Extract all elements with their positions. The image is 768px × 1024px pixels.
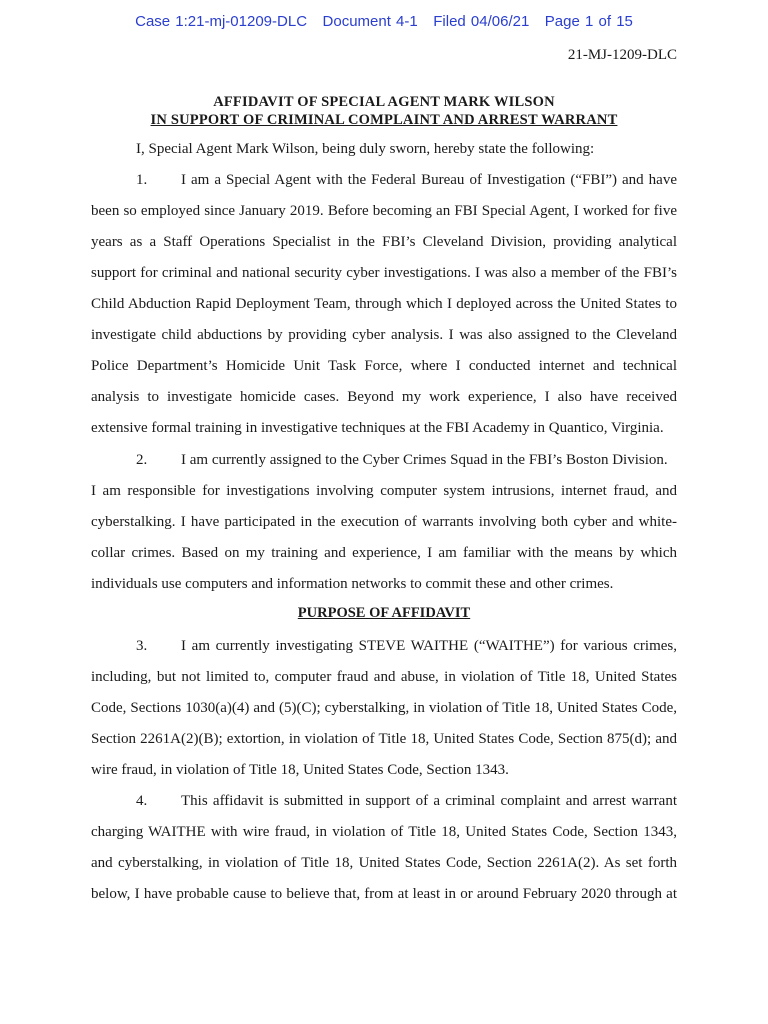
paragraph-line: years as a Staff Operations Specialist in the FBI’s Cleveland Division, providing analytical <box>91 234 677 250</box>
paragraph-line: Child Abduction Rapid Deployment Team, through which I deployed across the United States to <box>91 296 677 312</box>
paragraph-line: wire fraud, in violation of Title 18, United States Code, Section 1343. <box>91 762 509 778</box>
paragraph-line: including, but not limited to, computer fraud and abuse, in violation of Title 18, United States <box>91 669 677 685</box>
paragraph-line: Police Department’s Homicide Unit Task Force, where I conducted internet and technical <box>91 358 677 374</box>
paragraph-line: analysis to investigate homicide cases. Beyond my work experience, I also have received <box>91 389 677 405</box>
ecf-filing-stamp: Case 1:21-mj-01209-DLC Document 4-1 Filed 04/06/21 Page 1 of 15 <box>135 13 633 30</box>
paragraph-line: been so employed since January 2019. Before becoming an FBI Special Agent, I worked for five <box>91 203 677 219</box>
paragraph-line: collar crimes. Based on my training and experience, I am familiar with the means by which <box>91 545 677 561</box>
paragraph-line: charging WAITHE with wire fraud, in violation of Title 18, United States Code, Section 1343, <box>91 824 677 840</box>
affidavit-subtitle: IN SUPPORT OF CRIMINAL COMPLAINT AND ARREST WARRANT <box>150 112 618 128</box>
paragraph-line: extensive formal training in investigative techniques at the FBI Academy in Quantico, Virginia. <box>91 420 664 436</box>
paragraph-first-line: I am currently investigating STEVE WAITHE (“WAITHE”) for various crimes, <box>181 638 677 654</box>
paragraph-line: I am responsible for investigations involving computer system intrusions, internet fraud, and <box>91 483 677 499</box>
paragraph-line: below, I have probable cause to believe that, from at least in or around February 2020 through at <box>91 886 677 902</box>
affidavit-title: AFFIDAVIT OF SPECIAL AGENT MARK WILSON <box>213 94 555 110</box>
section-heading: PURPOSE OF AFFIDAVIT <box>297 605 471 621</box>
paragraph-line: support for criminal and national security cyber investigations. I was also a member of the FBI’s <box>91 265 677 281</box>
paragraph-line: investigate child abductions by providing cyber analysis. I was also assigned to the Cleveland <box>91 327 677 343</box>
paragraph-number: 3. <box>136 638 148 654</box>
paragraph-number: 4. <box>136 793 148 809</box>
paragraph-number: 2. <box>136 452 148 468</box>
paragraph-line: Code, Sections 1030(a)(4) and (5)(C); cyberstalking, in violation of Title 18, United States Code, <box>91 700 677 716</box>
paragraph-line: Section 2261A(2)(B); extortion, in violation of Title 18, United States Code, Section 875(d); and <box>91 731 677 747</box>
paragraph-first-line: I am currently assigned to the Cyber Crimes Squad in the FBI’s Boston Division. <box>181 452 668 468</box>
paragraph-first-line: This affidavit is submitted in support of a criminal complaint and arrest warrant <box>181 793 677 809</box>
paragraph-line: and cyberstalking, in violation of Title 18, United States Code, Section 2261A(2). As set forth <box>91 855 677 871</box>
paragraph-number: 1. <box>136 172 148 188</box>
docket-number: 21-MJ-1209-DLC <box>567 47 677 63</box>
paragraph-line: cyberstalking. I have participated in the execution of warrants involving both cyber and white- <box>91 514 677 530</box>
paragraph-first-line: I am a Special Agent with the Federal Bureau of Investigation (“FBI”) and have <box>181 172 677 188</box>
paragraph-line: individuals use computers and information networks to commit these and other crimes. <box>91 576 614 592</box>
intro-statement: I, Special Agent Mark Wilson, being duly sworn, hereby state the following: <box>136 141 595 157</box>
